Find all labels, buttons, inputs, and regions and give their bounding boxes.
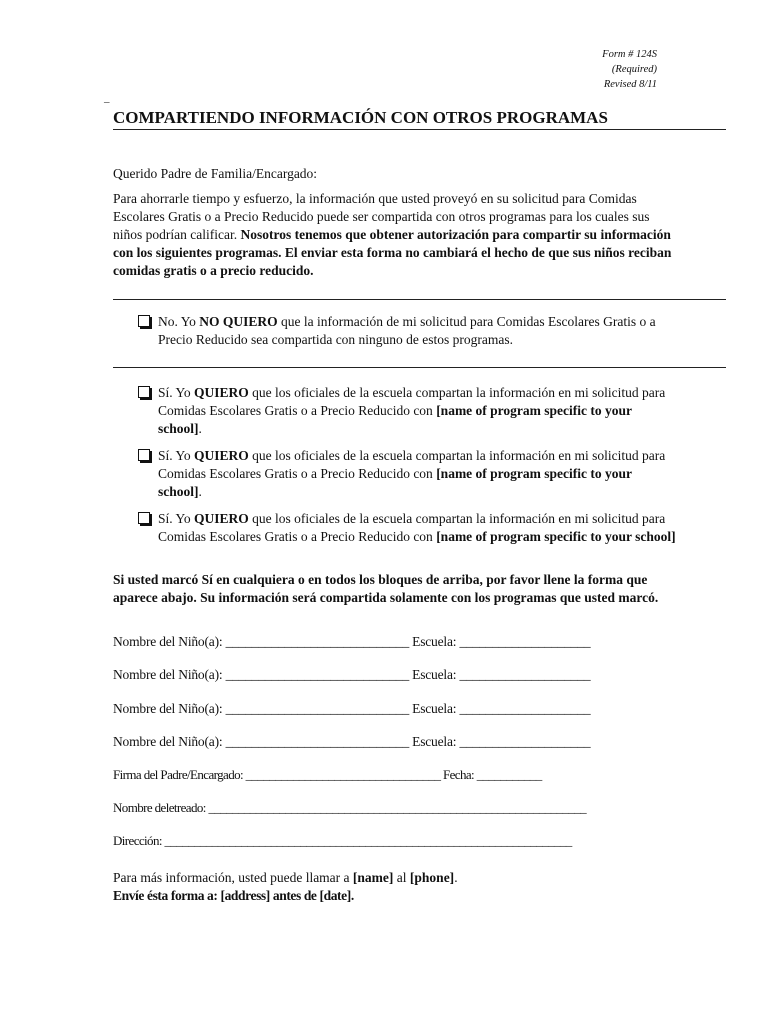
opt-in-text: que los oficiales de la escuela compartan la información en mi solicitud para Comidas Escolares Gratis o a Precio Reducido con xyxy=(158,511,666,544)
form-metadata xyxy=(602,47,657,92)
opt-in-prefix: Sí. Yo xyxy=(158,448,195,463)
divider-middle xyxy=(113,367,726,368)
contact-info xyxy=(113,869,458,887)
contact-end: . xyxy=(454,870,458,885)
opt-in-bold: QUIERO xyxy=(194,385,249,400)
opt-in-prefix: Sí. Yo xyxy=(158,511,195,526)
contact-name-placeholder: [name] xyxy=(352,870,394,885)
opt-in-option-3[interactable] xyxy=(138,510,678,546)
opt-in-option-1[interactable] xyxy=(138,384,678,438)
child-name-school-row-3[interactable]: Nombre del Niño(a): ____________________________ Escuela: ____________________ xyxy=(113,701,591,716)
contact-mid: al xyxy=(393,870,410,885)
opt-out-bold: NO QUIERO xyxy=(199,314,278,329)
opt-in-checkbox-3[interactable] xyxy=(138,512,150,524)
contact-prefix: Para más información, usted puede llamar a xyxy=(113,870,353,885)
opt-in-checkbox-2[interactable] xyxy=(138,449,150,461)
opt-in-program-placeholder: [name of program specific to your school] xyxy=(158,403,632,436)
opt-in-end: . xyxy=(198,484,202,499)
intro-authorization-text: Nosotros tenemos que obtener autorización para compartir su información con los siguientes programas. El enviar esta forma no cambiará el hecho de que sus niños reciban comidas gratis o a precio reducido. xyxy=(113,227,672,278)
child-name-school-row-1[interactable]: Nombre del Niño(a): ____________________________ Escuela: ____________________ xyxy=(113,634,591,649)
printed-name-row[interactable]: Nombre deletreado: ________________________________________________________________ xyxy=(113,800,587,815)
send-instructions: Envíe ésta forma a: [address] antes de [date]. xyxy=(113,888,354,903)
stray-dash: – xyxy=(104,96,110,108)
opt-out-checkbox[interactable] xyxy=(138,315,150,327)
opt-in-option-2[interactable] xyxy=(138,447,678,501)
page-title: COMPARTIENDO INFORMACIÓN CON OTROS PROGRAMAS xyxy=(113,108,726,130)
child-name-school-row-2[interactable]: Nombre del Niño(a): ____________________________ Escuela: ____________________ xyxy=(113,667,591,682)
opt-in-text: que los oficiales de la escuela compartan la información en mi solicitud para Comidas Escolares Gratis o a Precio Reducido con xyxy=(158,385,666,418)
form-required-note: (Required) xyxy=(611,64,657,75)
contact-phone-placeholder: [phone] xyxy=(409,870,455,885)
opt-in-checkbox-1[interactable] xyxy=(138,386,150,398)
signature-date-row[interactable]: Firma del Padre/Encargado: _________________________________ Fecha: ___________ xyxy=(113,767,542,782)
form-revision: Revised 8/11 xyxy=(603,79,657,90)
opt-in-prefix: Sí. Yo xyxy=(158,385,195,400)
divider-top xyxy=(113,299,726,300)
greeting: Querido Padre de Familia/Encargado: xyxy=(113,166,318,181)
intro-text: Para ahorrarle tiempo y esfuerzo, la información que usted proveyó en su solicitud para Comidas Escolares Gratis o a Precio Reducido puede ser compartida con otros programas para los cuales sus niños podrían calificar. xyxy=(113,191,650,242)
opt-in-text: que los oficiales de la escuela compartan la información en mi solicitud para Comidas Escolares Gratis o a Precio Reducido con xyxy=(158,448,666,481)
fill-instructions: Si usted marcó Sí en cualquiera o en todos los bloques de arriba, por favor llene la forma que aparece abajo. Su información será compartida solamente con los programas que usted marcó. xyxy=(113,572,659,605)
opt-out-suffix: que la información de mi solicitud para Comidas Escolares Gratis o a Precio Reducido sea compartida con ninguno de estos programas. xyxy=(158,314,656,347)
address-row[interactable]: Dirección: _____________________________________________________________________ xyxy=(113,833,572,848)
opt-in-bold: QUIERO xyxy=(194,511,249,526)
footer xyxy=(113,869,458,905)
opt-in-bold: QUIERO xyxy=(194,448,249,463)
opt-in-program-placeholder: [name of program specific to your school] xyxy=(436,529,676,544)
child-name-school-row-4[interactable]: Nombre del Niño(a): ____________________________ Escuela: ____________________ xyxy=(113,734,591,749)
form-number: Form # 124S xyxy=(602,49,657,60)
opt-in-program-placeholder: [name of program specific to your school] xyxy=(158,466,632,499)
intro-paragraph xyxy=(113,190,673,280)
opt-out-prefix: No. Yo xyxy=(158,314,200,329)
opt-in-end: . xyxy=(198,421,202,436)
opt-out-option[interactable] xyxy=(138,313,678,349)
